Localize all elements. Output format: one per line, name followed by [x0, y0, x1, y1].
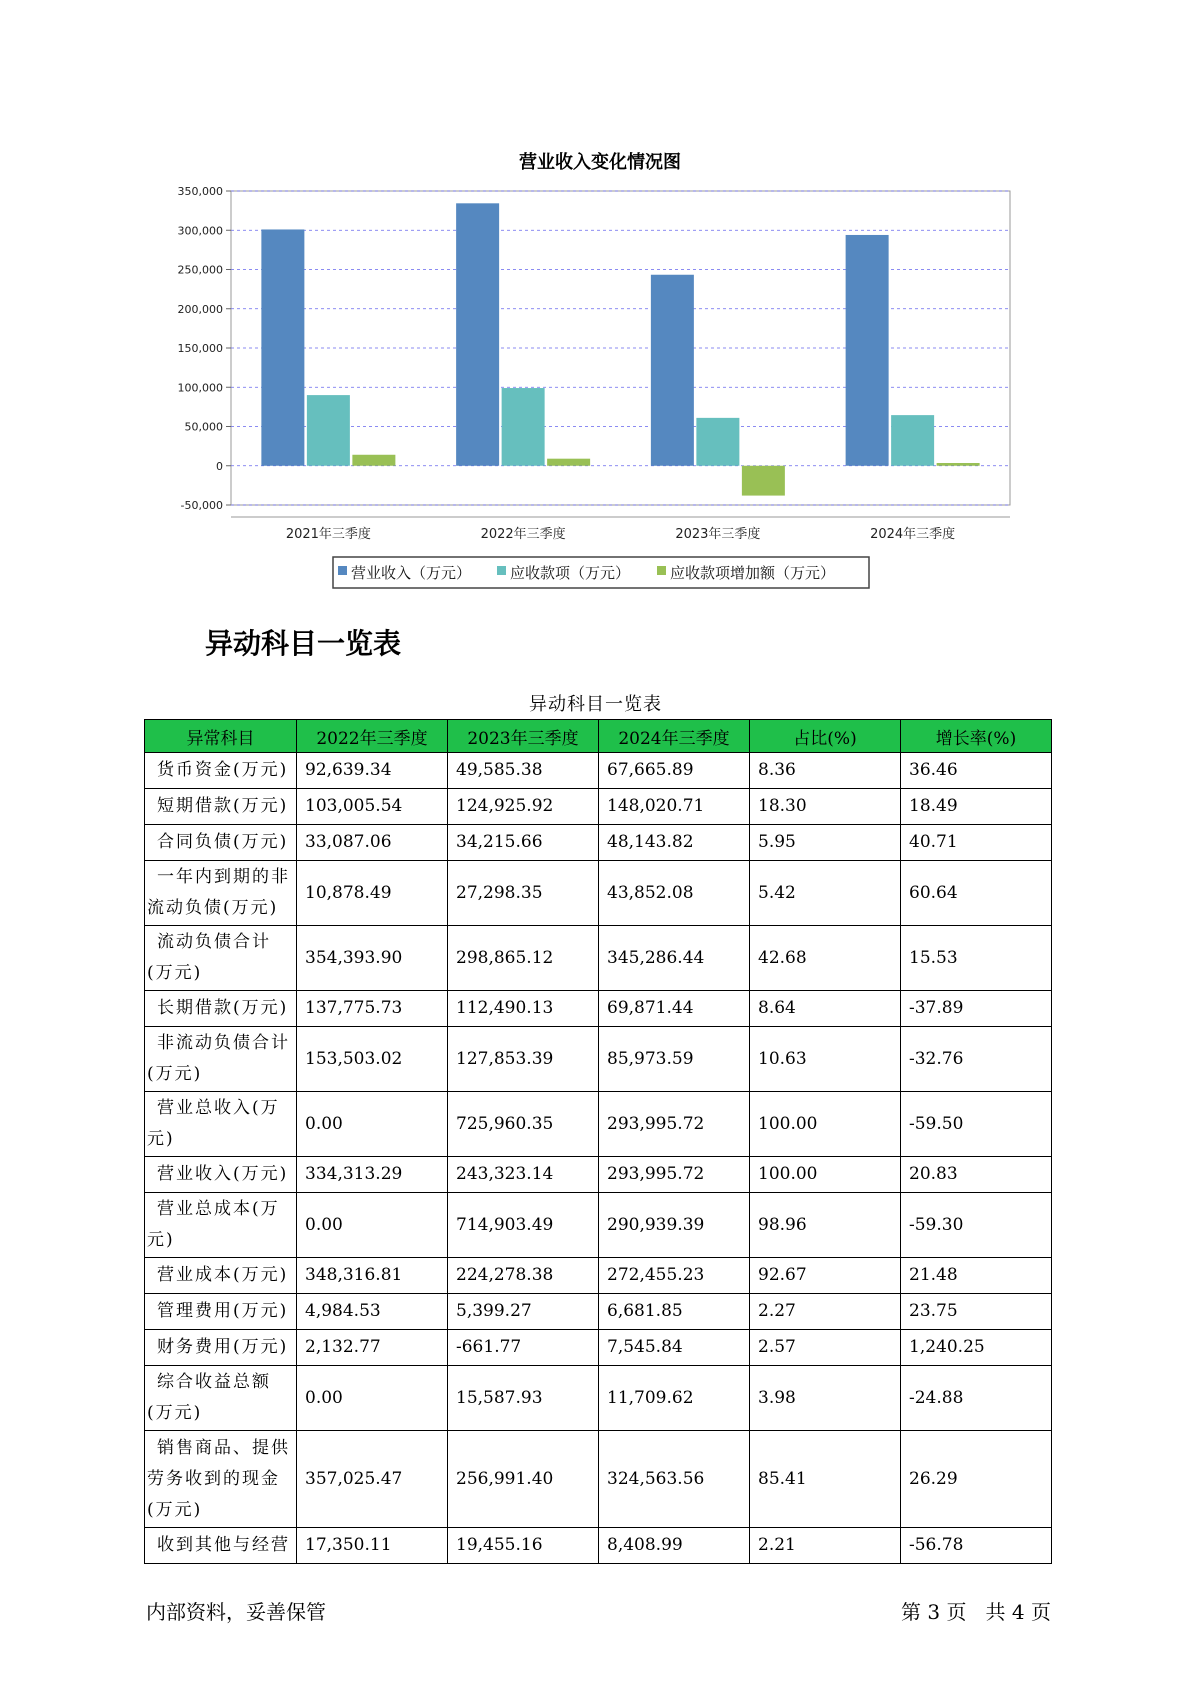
- table-row: [145, 789, 1052, 825]
- bar: [352, 455, 395, 466]
- y-tick-label: 350,000: [177, 185, 223, 198]
- value-cell: 153,503.02: [297, 1027, 448, 1092]
- value-cell: 34,215.66: [448, 825, 599, 861]
- value-cell: -661.77: [448, 1330, 599, 1366]
- value-cell: 40.71: [901, 825, 1052, 861]
- value-cell: 290,939.39: [599, 1193, 750, 1258]
- y-tick-label: 0: [216, 459, 223, 473]
- value-cell: 1,240.25: [901, 1330, 1052, 1366]
- value-cell: 17,350.11: [297, 1528, 448, 1564]
- table-row: [145, 861, 1052, 926]
- value-cell: 293,995.72: [599, 1092, 750, 1157]
- table-row: [145, 1294, 1052, 1330]
- item-name-cell: 综合收益总额(万元): [145, 1366, 297, 1431]
- header-cell: 2022年三季度: [297, 720, 448, 753]
- bar: [937, 463, 980, 466]
- value-cell: 92.67: [750, 1258, 901, 1294]
- value-cell: -24.88: [901, 1366, 1052, 1431]
- value-cell: -37.89: [901, 991, 1052, 1027]
- value-cell: 354,393.90: [297, 926, 448, 991]
- item-name-cell: 货币资金(万元): [145, 753, 297, 789]
- value-cell: -32.76: [901, 1027, 1052, 1092]
- header-cell: 异常科目: [145, 720, 297, 753]
- footer-note: 内部资料，妥善保管: [146, 1600, 326, 1624]
- value-cell: 23.75: [901, 1294, 1052, 1330]
- item-name-cell: 营业收入(万元): [145, 1157, 297, 1193]
- header-cell: 占比(%): [750, 720, 901, 753]
- value-cell: 4,984.53: [297, 1294, 448, 1330]
- item-name-cell: 短期借款(万元): [145, 789, 297, 825]
- bar: [307, 395, 350, 466]
- x-tick-label: 2024年三季度: [870, 527, 956, 542]
- value-cell: 85.41: [750, 1431, 901, 1528]
- item-name-cell: 管理费用(万元): [145, 1294, 297, 1330]
- bar: [696, 418, 739, 466]
- value-cell: 69,871.44: [599, 991, 750, 1027]
- value-cell: 324,563.56: [599, 1431, 750, 1528]
- value-cell: 5,399.27: [448, 1294, 599, 1330]
- table-caption: 异动科目一览表: [529, 694, 662, 715]
- value-cell: 8.36: [750, 753, 901, 789]
- value-cell: 243,323.14: [448, 1157, 599, 1193]
- value-cell: 8.64: [750, 991, 901, 1027]
- value-cell: 98.96: [750, 1193, 901, 1258]
- table-row: [145, 1330, 1052, 1366]
- value-cell: 0.00: [297, 1193, 448, 1258]
- bar: [651, 275, 694, 466]
- y-tick-label: 50,000: [184, 420, 223, 434]
- legend-label: 应收款项增加额（万元）: [670, 564, 836, 582]
- value-cell: 124,925.92: [448, 789, 599, 825]
- y-tick-label: 150,000: [177, 342, 223, 355]
- value-cell: 100.00: [750, 1157, 901, 1193]
- y-tick-label: 300,000: [177, 224, 223, 238]
- value-cell: -59.30: [901, 1193, 1052, 1258]
- bar: [846, 235, 889, 466]
- chart-title: 营业收入变化情况图: [519, 152, 681, 173]
- value-cell: 19,455.16: [448, 1528, 599, 1564]
- value-cell: 15,587.93: [448, 1366, 599, 1431]
- value-cell: 15.53: [901, 926, 1052, 991]
- value-cell: 7,545.84: [599, 1330, 750, 1366]
- y-tick-label: 100,000: [177, 381, 223, 395]
- item-name-cell: 流动负债合计(万元): [145, 926, 297, 991]
- value-cell: 36.46: [901, 753, 1052, 789]
- legend-swatch: [338, 566, 347, 575]
- table-row: [145, 1366, 1052, 1431]
- value-cell: 18.49: [901, 789, 1052, 825]
- value-cell: 714,903.49: [448, 1193, 599, 1258]
- section-title: 异动科目一览表: [205, 627, 402, 660]
- value-cell: 137,775.73: [297, 991, 448, 1027]
- value-cell: 100.00: [750, 1092, 901, 1157]
- value-cell: 725,960.35: [448, 1092, 599, 1157]
- table-row: [145, 753, 1052, 789]
- legend-swatch: [657, 566, 666, 575]
- table-row: [145, 825, 1052, 861]
- item-name-cell: 营业总收入(万元): [145, 1092, 297, 1157]
- value-cell: 8,408.99: [599, 1528, 750, 1564]
- value-cell: 49,585.38: [448, 753, 599, 789]
- value-cell: 3.98: [750, 1366, 901, 1431]
- value-cell: 2.21: [750, 1528, 901, 1564]
- value-cell: 92,639.34: [297, 753, 448, 789]
- value-cell: 5.42: [750, 861, 901, 926]
- table-row: [145, 1193, 1052, 1258]
- value-cell: 293,995.72: [599, 1157, 750, 1193]
- value-cell: 0.00: [297, 1092, 448, 1157]
- bar: [261, 229, 304, 465]
- revenue-chart: [0, 0, 1191, 600]
- value-cell: 224,278.38: [448, 1258, 599, 1294]
- value-cell: 345,286.44: [599, 926, 750, 991]
- item-name-cell: 合同负债(万元): [145, 825, 297, 861]
- value-cell: 18.30: [750, 789, 901, 825]
- table-row: [145, 1027, 1052, 1092]
- x-tick-label: 2022年三季度: [480, 527, 566, 542]
- table-row: [145, 991, 1052, 1027]
- value-cell: 10,878.49: [297, 861, 448, 926]
- value-cell: 112,490.13: [448, 991, 599, 1027]
- legend-label: 应收款项（万元）: [510, 564, 631, 582]
- value-cell: 298,865.12: [448, 926, 599, 991]
- y-tick-label: -50,000: [180, 499, 223, 512]
- table-header-row: [145, 720, 1052, 753]
- value-cell: 5.95: [750, 825, 901, 861]
- value-cell: 2.27: [750, 1294, 901, 1330]
- value-cell: 348,316.81: [297, 1258, 448, 1294]
- header-cell: 2023年三季度: [448, 720, 599, 753]
- item-name-cell: 一年内到期的非流动负债(万元): [145, 861, 297, 926]
- item-name-cell: 销售商品、提供劳务收到的现金(万元): [145, 1431, 297, 1528]
- x-tick-label: 2023年三季度: [675, 527, 761, 542]
- bar: [891, 415, 934, 466]
- y-tick-label: 250,000: [177, 263, 223, 277]
- header-cell: 2024年三季度: [599, 720, 750, 753]
- value-cell: -56.78: [901, 1528, 1052, 1564]
- value-cell: 2,132.77: [297, 1330, 448, 1366]
- bar: [742, 466, 785, 496]
- legend-swatch: [497, 566, 506, 575]
- y-tick-label: 200,000: [177, 302, 223, 316]
- bar: [502, 388, 545, 466]
- value-cell: -59.50: [901, 1092, 1052, 1157]
- bar: [456, 203, 499, 465]
- value-cell: 43,852.08: [599, 861, 750, 926]
- value-cell: 334,313.29: [297, 1157, 448, 1193]
- header-cell: 增长率(%): [901, 720, 1052, 753]
- value-cell: 26.29: [901, 1431, 1052, 1528]
- table-row: [145, 1528, 1052, 1564]
- table-row: [145, 1431, 1052, 1528]
- table-row: [145, 1092, 1052, 1157]
- item-name-cell: 收到其他与经营: [145, 1528, 297, 1564]
- value-cell: 85,973.59: [599, 1027, 750, 1092]
- x-tick-label: 2021年三季度: [285, 527, 371, 542]
- value-cell: 272,455.23: [599, 1258, 750, 1294]
- value-cell: 21.48: [901, 1258, 1052, 1294]
- value-cell: 127,853.39: [448, 1027, 599, 1092]
- value-cell: 42.68: [750, 926, 901, 991]
- value-cell: 256,991.40: [448, 1431, 599, 1528]
- value-cell: 27,298.35: [448, 861, 599, 926]
- value-cell: 20.83: [901, 1157, 1052, 1193]
- table-row: [145, 1258, 1052, 1294]
- page-number: 第 3 页 共 4 页: [901, 1600, 1051, 1624]
- value-cell: 60.64: [901, 861, 1052, 926]
- anomaly-table: [144, 719, 1052, 1564]
- item-name-cell: 非流动负债合计(万元): [145, 1027, 297, 1092]
- value-cell: 67,665.89: [599, 753, 750, 789]
- value-cell: 2.57: [750, 1330, 901, 1366]
- value-cell: 33,087.06: [297, 825, 448, 861]
- value-cell: 10.63: [750, 1027, 901, 1092]
- value-cell: 103,005.54: [297, 789, 448, 825]
- table-row: [145, 926, 1052, 991]
- item-name-cell: 营业总成本(万元): [145, 1193, 297, 1258]
- item-name-cell: 营业成本(万元): [145, 1258, 297, 1294]
- value-cell: 48,143.82: [599, 825, 750, 861]
- value-cell: 11,709.62: [599, 1366, 750, 1431]
- table-row: [145, 1157, 1052, 1193]
- bar: [547, 459, 590, 466]
- value-cell: 357,025.47: [297, 1431, 448, 1528]
- item-name-cell: 长期借款(万元): [145, 991, 297, 1027]
- legend-label: 营业收入（万元）: [351, 564, 472, 582]
- value-cell: 0.00: [297, 1366, 448, 1431]
- item-name-cell: 财务费用(万元): [145, 1330, 297, 1366]
- value-cell: 148,020.71: [599, 789, 750, 825]
- value-cell: 6,681.85: [599, 1294, 750, 1330]
